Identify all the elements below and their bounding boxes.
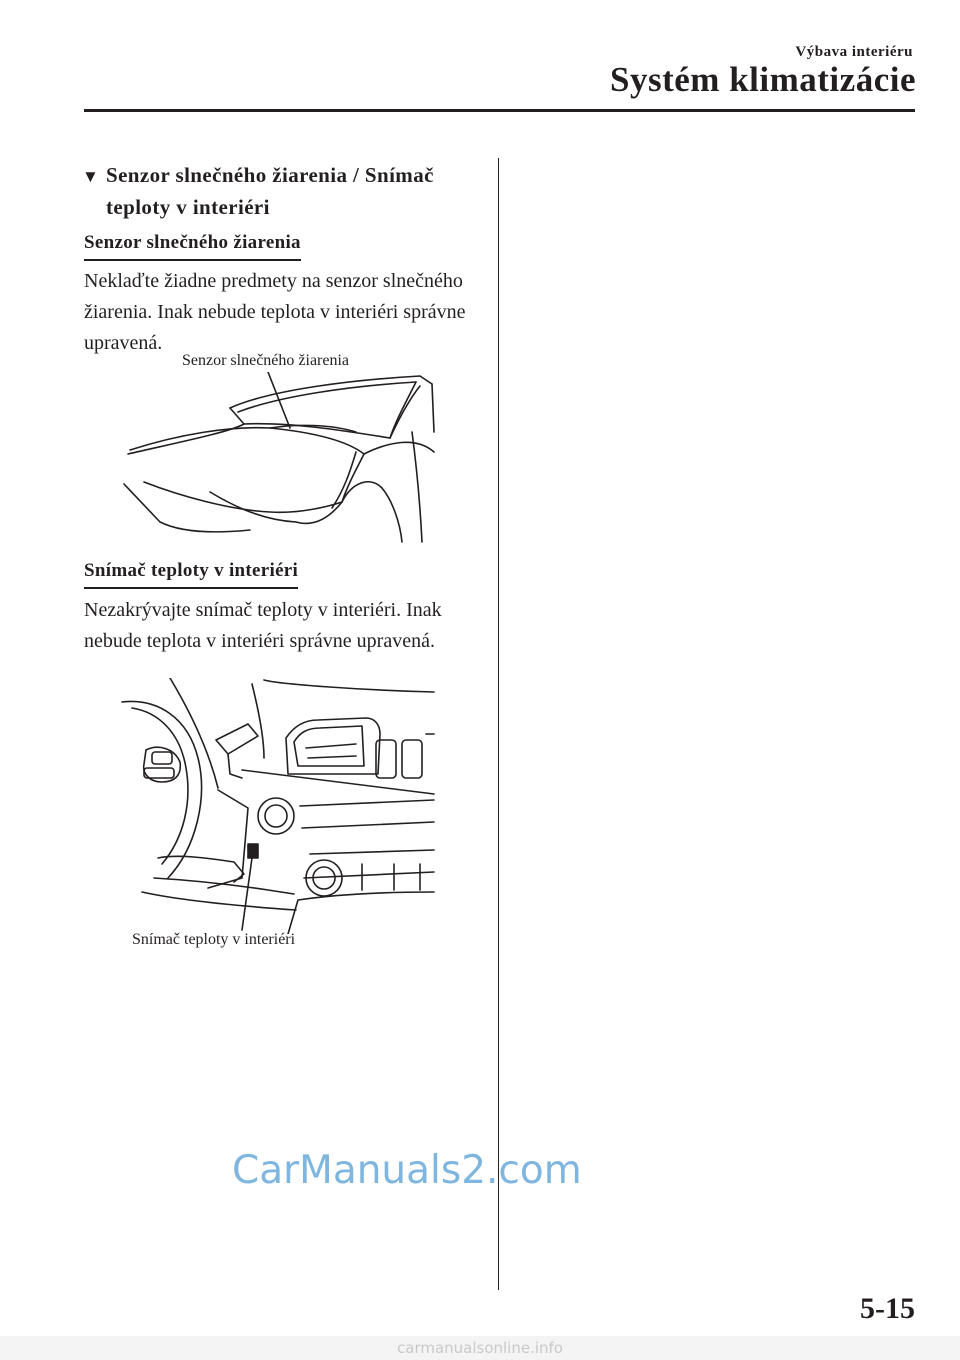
section-heading-line1: Senzor slnečného žiarenia / Snímač (106, 163, 434, 187)
temp-sensor-text: Nezakrývajte snímač teploty v interiéri. Inak nebude teplota v interiéri správne upravená. (84, 599, 442, 652)
watermark-logo: CarManuals2.com (232, 1148, 582, 1193)
footer-watermark: carmanualsonline.info (0, 1336, 960, 1360)
section-heading-line2: teploty v interiéri (106, 195, 270, 219)
dashboard-illustration (118, 678, 436, 934)
temp-sensor-heading: Snímač teploty v interiéri (84, 560, 298, 589)
solar-sensor-figure-label: Senzor slnečného žiarenia (182, 352, 350, 369)
header-rule (84, 109, 915, 112)
section-heading (82, 160, 487, 223)
header-chapter-title: Systém klimatizácie (610, 60, 916, 99)
temp-sensor-figure-label: Snímač teploty v interiéri (132, 931, 296, 948)
temp-sensor-mark (248, 844, 258, 858)
page-number: 5-15 (860, 1292, 915, 1325)
car-windshield-illustration (120, 372, 436, 544)
solar-sensor-text: Neklaďte žiadne predmety na senzor slnečného žiarenia. Inak nebude teplota v interiéri správne upravená. (84, 270, 466, 354)
column-divider (498, 158, 499, 1290)
solar-sensor-heading: Senzor slnečného žiarenia (84, 232, 301, 261)
section-marker-icon: ▼ (82, 167, 100, 186)
header-section-title: Výbava interiéru (795, 44, 913, 60)
